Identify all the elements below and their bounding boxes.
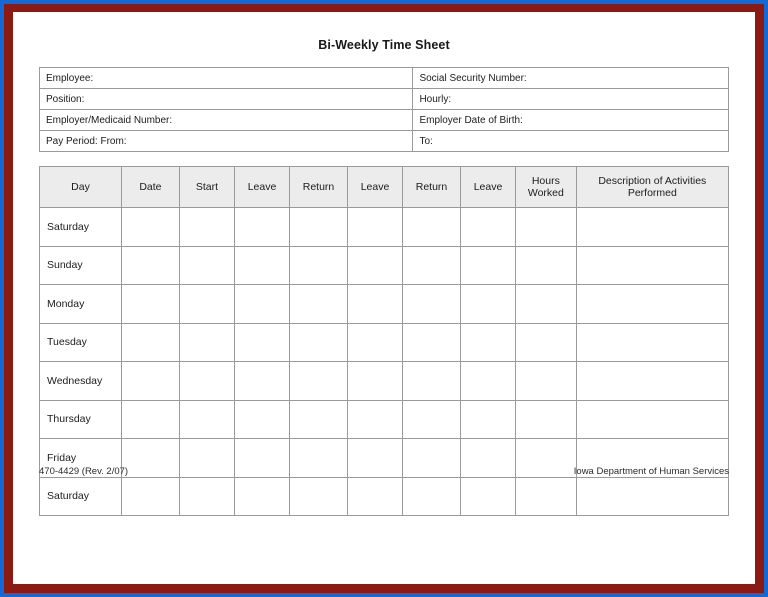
entry-cell-date[interactable] bbox=[121, 208, 179, 247]
entry-cell-leave1[interactable] bbox=[234, 285, 289, 324]
day-label-cell: Friday bbox=[40, 439, 122, 478]
column-header-return-1: Return bbox=[290, 167, 348, 208]
entry-cell-return2[interactable] bbox=[403, 362, 461, 401]
entry-cell-description[interactable] bbox=[576, 246, 728, 285]
entry-cell-hours_worked[interactable] bbox=[516, 246, 577, 285]
employee-info-table bbox=[39, 67, 729, 152]
entry-cell-leave2[interactable] bbox=[347, 400, 402, 439]
info-label-pay-period-from: Pay Period: From: bbox=[40, 131, 413, 152]
entry-cell-description[interactable] bbox=[576, 208, 728, 247]
entry-cell-return1[interactable] bbox=[290, 362, 348, 401]
entry-cell-return1[interactable] bbox=[290, 323, 348, 362]
time-grid-table bbox=[39, 166, 729, 516]
entry-cell-start[interactable] bbox=[179, 246, 234, 285]
entry-cell-description[interactable] bbox=[576, 477, 728, 516]
entry-cell-leave1[interactable] bbox=[234, 208, 289, 247]
column-header-day: Day bbox=[40, 167, 122, 208]
entry-cell-return2[interactable] bbox=[403, 477, 461, 516]
info-label-employer-date-of-birth: Employer Date of Birth: bbox=[413, 110, 729, 131]
time-grid-header-row bbox=[40, 167, 729, 208]
page-title: Bi-Weekly Time Sheet bbox=[318, 38, 450, 52]
table-row bbox=[40, 246, 729, 285]
entry-cell-leave1[interactable] bbox=[234, 477, 289, 516]
entry-cell-return2[interactable] bbox=[403, 246, 461, 285]
entry-cell-leave1[interactable] bbox=[234, 323, 289, 362]
entry-cell-leave2[interactable] bbox=[347, 477, 402, 516]
day-label-cell: Wednesday bbox=[40, 362, 122, 401]
entry-cell-description[interactable] bbox=[576, 400, 728, 439]
info-row bbox=[40, 131, 729, 152]
entry-cell-date[interactable] bbox=[121, 285, 179, 324]
entry-cell-return1[interactable] bbox=[290, 477, 348, 516]
entry-cell-return1[interactable] bbox=[290, 400, 348, 439]
entry-cell-leave3[interactable] bbox=[460, 400, 515, 439]
column-header-hours-worked: Hours Worked bbox=[516, 167, 577, 208]
info-row bbox=[40, 110, 729, 131]
footer-form-number: 470-4429 (Rev. 2/07) bbox=[39, 466, 129, 477]
table-row bbox=[40, 400, 729, 439]
entry-cell-hours_worked[interactable] bbox=[516, 477, 577, 516]
entry-cell-start[interactable] bbox=[179, 208, 234, 247]
entry-cell-start[interactable] bbox=[179, 285, 234, 324]
entry-cell-start[interactable] bbox=[179, 400, 234, 439]
page-footer bbox=[39, 466, 729, 477]
entry-cell-leave2[interactable] bbox=[347, 285, 402, 324]
entry-cell-leave1[interactable] bbox=[234, 400, 289, 439]
entry-cell-leave3[interactable] bbox=[460, 477, 515, 516]
day-label-cell: Thursday bbox=[40, 400, 122, 439]
info-label-hourly: Hourly: bbox=[413, 89, 729, 110]
info-label-employee: Employee: bbox=[40, 68, 413, 89]
entry-cell-leave1[interactable] bbox=[234, 362, 289, 401]
entry-cell-leave2[interactable] bbox=[347, 208, 402, 247]
entry-cell-return2[interactable] bbox=[403, 323, 461, 362]
table-row bbox=[40, 477, 729, 516]
timesheet-page bbox=[13, 12, 755, 584]
time-grid-wrapper bbox=[39, 152, 729, 516]
decorative-inner-frame bbox=[4, 4, 764, 593]
table-row bbox=[40, 285, 729, 324]
time-grid-head bbox=[40, 167, 729, 208]
day-label-cell: Tuesday bbox=[40, 323, 122, 362]
table-row bbox=[40, 323, 729, 362]
column-header-date: Date bbox=[121, 167, 179, 208]
column-header-leave-3: Leave bbox=[460, 167, 515, 208]
entry-cell-return1[interactable] bbox=[290, 285, 348, 324]
entry-cell-description[interactable] bbox=[576, 362, 728, 401]
entry-cell-hours_worked[interactable] bbox=[516, 208, 577, 247]
entry-cell-hours_worked[interactable] bbox=[516, 362, 577, 401]
entry-cell-leave3[interactable] bbox=[460, 323, 515, 362]
info-label-pay-period-to: To: bbox=[413, 131, 729, 152]
column-header-description: Description of Activities Performed bbox=[576, 167, 728, 208]
entry-cell-hours_worked[interactable] bbox=[516, 323, 577, 362]
entry-cell-start[interactable] bbox=[179, 362, 234, 401]
entry-cell-return2[interactable] bbox=[403, 400, 461, 439]
info-label-employer-medicaid-number: Employer/Medicaid Number: bbox=[40, 110, 413, 131]
info-row bbox=[40, 89, 729, 110]
entry-cell-leave3[interactable] bbox=[460, 285, 515, 324]
entry-cell-leave3[interactable] bbox=[460, 208, 515, 247]
entry-cell-leave3[interactable] bbox=[460, 246, 515, 285]
day-label-cell: Saturday bbox=[40, 477, 122, 516]
entry-cell-return1[interactable] bbox=[290, 208, 348, 247]
entry-cell-date[interactable] bbox=[121, 400, 179, 439]
day-label-cell: Saturday bbox=[40, 208, 122, 247]
entry-cell-return2[interactable] bbox=[403, 208, 461, 247]
employee-info-body bbox=[40, 68, 729, 152]
info-label-ssn: Social Security Number: bbox=[413, 68, 729, 89]
entry-cell-leave2[interactable] bbox=[347, 362, 402, 401]
entry-cell-start[interactable] bbox=[179, 477, 234, 516]
column-header-leave-1: Leave bbox=[234, 167, 289, 208]
entry-cell-date[interactable] bbox=[121, 246, 179, 285]
column-header-return-2: Return bbox=[403, 167, 461, 208]
info-row bbox=[40, 68, 729, 89]
day-label-cell: Sunday bbox=[40, 246, 122, 285]
info-label-position: Position: bbox=[40, 89, 413, 110]
column-header-start: Start bbox=[179, 167, 234, 208]
footer-agency: Iowa Department of Human Services bbox=[573, 466, 729, 477]
entry-cell-return1[interactable] bbox=[290, 246, 348, 285]
entry-cell-description[interactable] bbox=[576, 323, 728, 362]
entry-cell-leave2[interactable] bbox=[347, 323, 402, 362]
day-label-cell: Monday bbox=[40, 285, 122, 324]
entry-cell-leave3[interactable] bbox=[460, 362, 515, 401]
entry-cell-leave2[interactable] bbox=[347, 246, 402, 285]
table-row bbox=[40, 208, 729, 247]
entry-cell-hours_worked[interactable] bbox=[516, 285, 577, 324]
entry-cell-leave1[interactable] bbox=[234, 246, 289, 285]
column-header-leave-2: Leave bbox=[347, 167, 402, 208]
entry-cell-hours_worked[interactable] bbox=[516, 400, 577, 439]
entry-cell-date[interactable] bbox=[121, 362, 179, 401]
entry-cell-return2[interactable] bbox=[403, 285, 461, 324]
entry-cell-description[interactable] bbox=[576, 285, 728, 324]
entry-cell-date[interactable] bbox=[121, 323, 179, 362]
table-row bbox=[40, 362, 729, 401]
entry-cell-start[interactable] bbox=[179, 323, 234, 362]
entry-cell-date[interactable] bbox=[121, 477, 179, 516]
